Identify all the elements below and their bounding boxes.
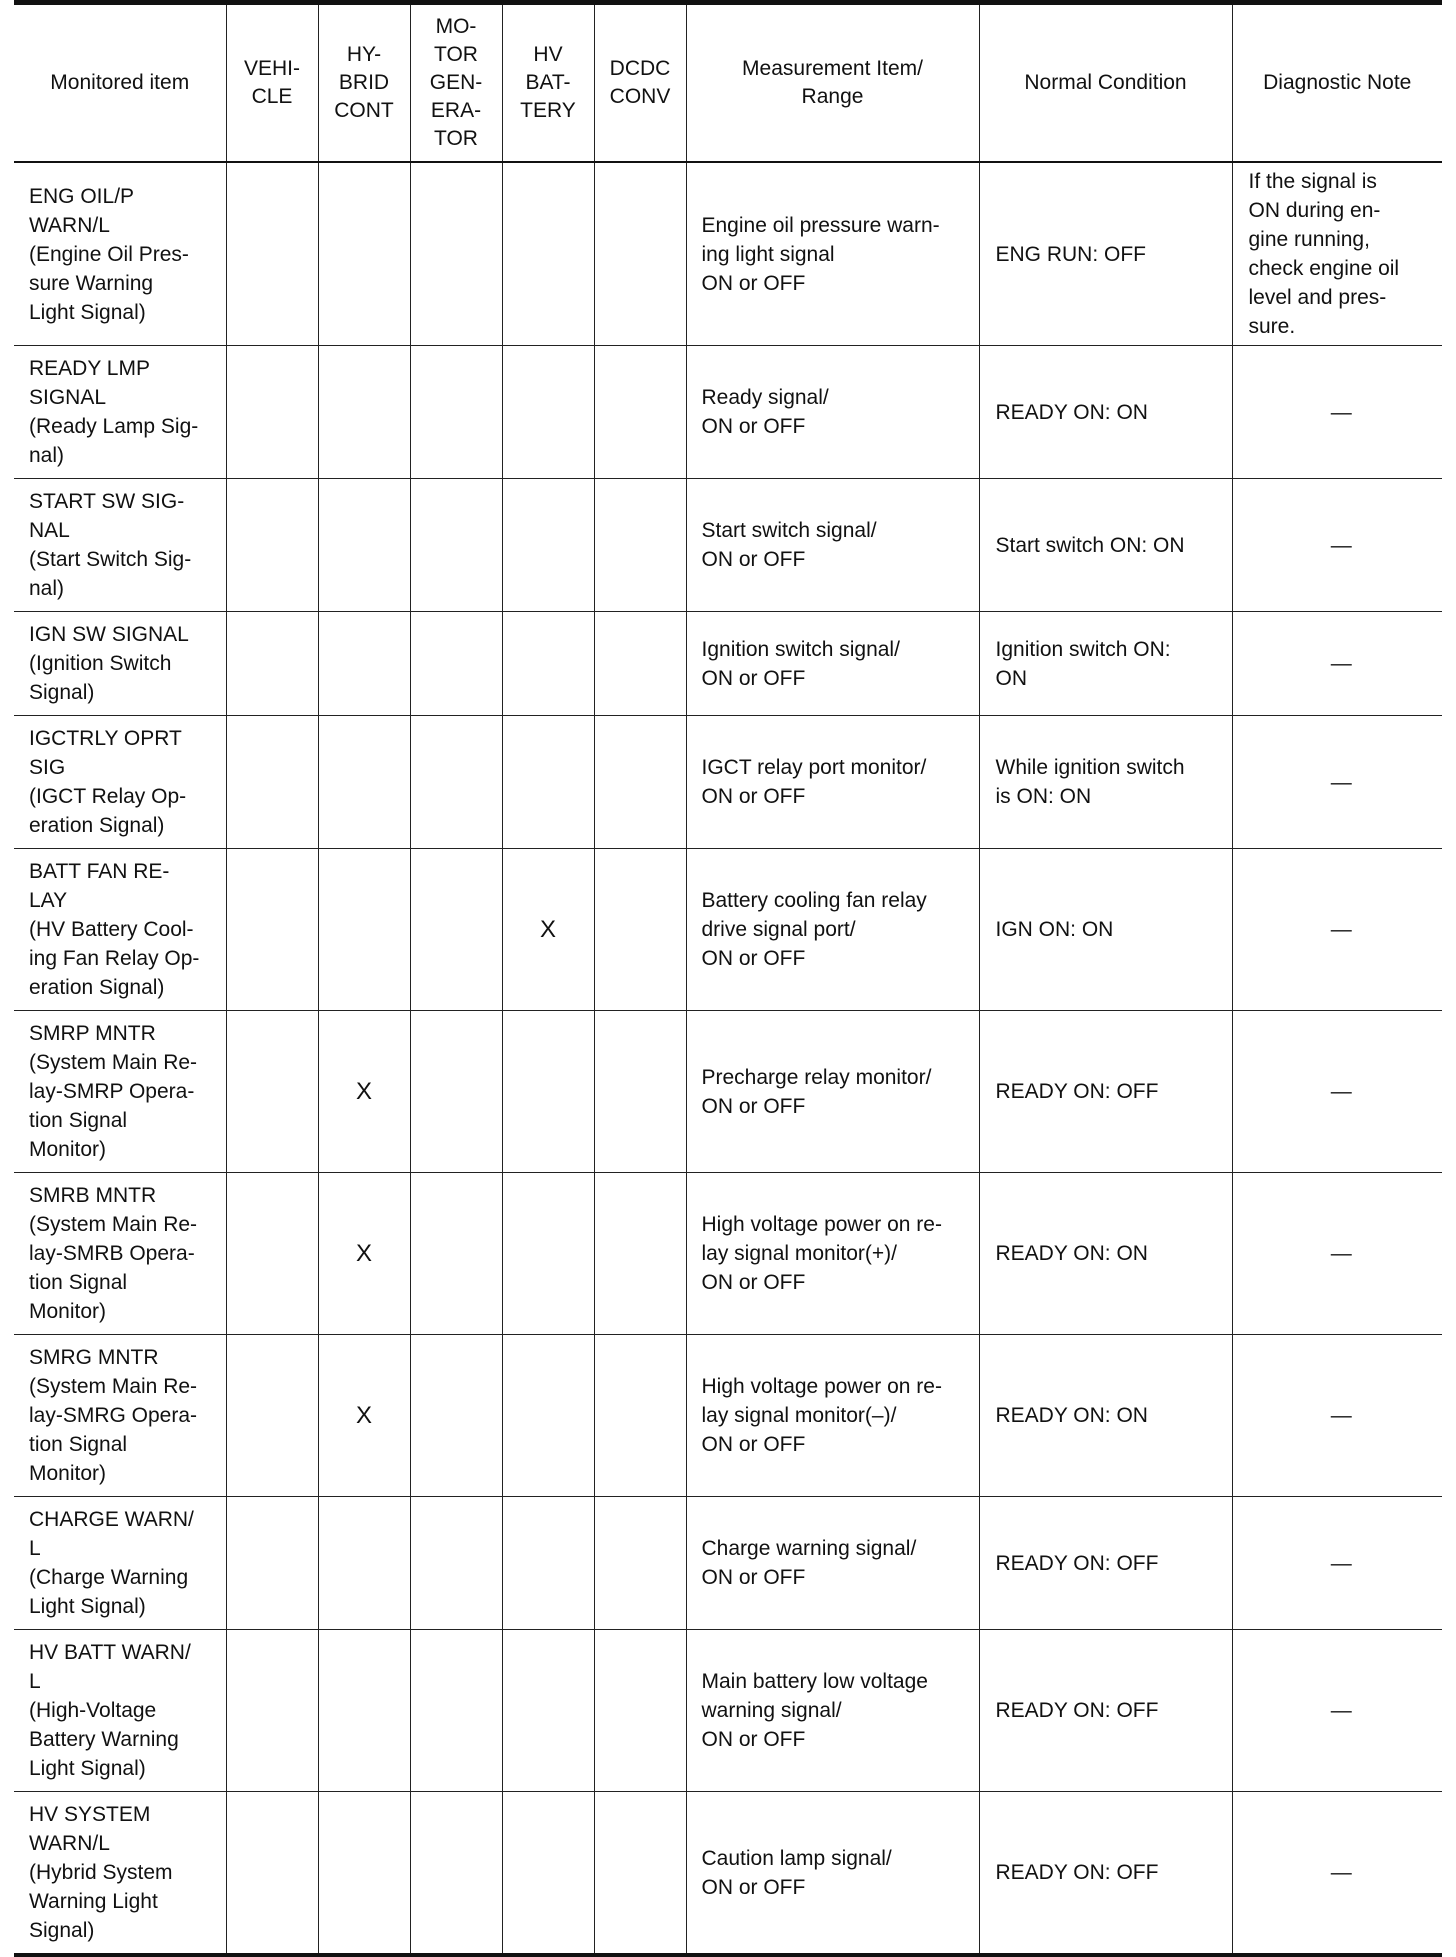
vehicle-flag-cell (226, 1497, 318, 1630)
diagnostic-note-cell: — (1232, 612, 1442, 716)
diagnostic-note-cell: If the signal is ON during en- gine running, check engine oil level and pres- sure. (1232, 162, 1442, 346)
hybrid-cont-flag-cell (318, 716, 410, 849)
motor-generator-flag-cell (410, 716, 502, 849)
monitored-item-cell: START SW SIG- NAL (Start Switch Sig- nal) (14, 479, 226, 612)
normal-condition-cell: IGN ON: ON (979, 849, 1232, 1011)
header-hv-battery: HV BAT- TERY (502, 3, 594, 163)
monitored-item-cell: CHARGE WARN/ L (Charge Warning Light Signal) (14, 1497, 226, 1630)
diagnostic-note-cell: — (1232, 1630, 1442, 1792)
table-row (14, 162, 1442, 346)
vehicle-flag-cell (226, 1011, 318, 1173)
vehicle-flag-cell (226, 612, 318, 716)
dcdc-conv-flag-cell (594, 1335, 686, 1497)
monitored-item-cell: ENG OIL/P WARN/L (Engine Oil Pres- sure Warning Light Signal) (14, 162, 226, 346)
header-hybrid-cont: HY- BRID CONT (318, 3, 410, 163)
header-diagnostic-note: Diagnostic Note (1232, 3, 1442, 163)
motor-generator-flag-cell (410, 1497, 502, 1630)
hv-battery-flag-cell (502, 1335, 594, 1497)
dcdc-conv-flag-cell (594, 1011, 686, 1173)
normal-condition-cell: READY ON: OFF (979, 1011, 1232, 1173)
measurement-item-cell: Ready signal/ ON or OFF (686, 346, 979, 479)
hv-battery-flag-cell (502, 1792, 594, 1956)
hybrid-cont-flag-cell (318, 162, 410, 346)
hv-battery-flag-cell (502, 612, 594, 716)
vehicle-flag-cell (226, 716, 318, 849)
hybrid-cont-flag-cell (318, 1630, 410, 1792)
hv-battery-flag-cell (502, 1173, 594, 1335)
motor-generator-flag-cell (410, 849, 502, 1011)
measurement-item-cell: Start switch signal/ ON or OFF (686, 479, 979, 612)
hybrid-cont-flag-cell (318, 1497, 410, 1630)
header-dcdc-conv: DCDC CONV (594, 3, 686, 163)
hv-battery-flag-cell: X (502, 849, 594, 1011)
monitored-item-cell: SMRG MNTR (System Main Re- lay-SMRG Opera- tion Signal Monitor) (14, 1335, 226, 1497)
vehicle-flag-cell (226, 849, 318, 1011)
hybrid-cont-flag-cell: X (318, 1173, 410, 1335)
table-row (14, 479, 1442, 612)
hybrid-cont-flag-cell (318, 346, 410, 479)
normal-condition-cell: READY ON: OFF (979, 1630, 1232, 1792)
measurement-item-cell: IGCT relay port monitor/ ON or OFF (686, 716, 979, 849)
table-row (14, 1011, 1442, 1173)
dcdc-conv-flag-cell (594, 1173, 686, 1335)
header-measurement-item: Measurement Item/ Range (686, 3, 979, 163)
vehicle-flag-cell (226, 1173, 318, 1335)
data-monitor-table (14, 0, 1442, 1957)
monitored-item-cell: SMRB MNTR (System Main Re- lay-SMRB Opera- tion Signal Monitor) (14, 1173, 226, 1335)
motor-generator-flag-cell (410, 162, 502, 346)
motor-generator-flag-cell (410, 612, 502, 716)
dcdc-conv-flag-cell (594, 849, 686, 1011)
measurement-item-cell: Precharge relay monitor/ ON or OFF (686, 1011, 979, 1173)
hv-battery-flag-cell (502, 479, 594, 612)
header-vehicle: VEHI- CLE (226, 3, 318, 163)
motor-generator-flag-cell (410, 1335, 502, 1497)
measurement-item-cell: Battery cooling fan relay drive signal port/ ON or OFF (686, 849, 979, 1011)
diagnostic-note-cell: — (1232, 849, 1442, 1011)
normal-condition-cell: Start switch ON: ON (979, 479, 1232, 612)
measurement-item-cell: Ignition switch signal/ ON or OFF (686, 612, 979, 716)
monitored-item-cell: IGN SW SIGNAL (Ignition Switch Signal) (14, 612, 226, 716)
hybrid-cont-flag-cell (318, 1792, 410, 1956)
table-row (14, 1792, 1442, 1956)
dcdc-conv-flag-cell (594, 1630, 686, 1792)
dcdc-conv-flag-cell (594, 479, 686, 612)
table-row (14, 1497, 1442, 1630)
motor-generator-flag-cell (410, 1792, 502, 1956)
diagnostic-note-cell: — (1232, 1335, 1442, 1497)
motor-generator-flag-cell (410, 1011, 502, 1173)
hybrid-cont-flag-cell: X (318, 1335, 410, 1497)
normal-condition-cell: READY ON: OFF (979, 1792, 1232, 1956)
dcdc-conv-flag-cell (594, 612, 686, 716)
hybrid-cont-flag-cell (318, 612, 410, 716)
dcdc-conv-flag-cell (594, 1497, 686, 1630)
measurement-item-cell: High voltage power on re- lay signal monitor(+)/ ON or OFF (686, 1173, 979, 1335)
hybrid-cont-flag-cell (318, 849, 410, 1011)
normal-condition-cell: READY ON: OFF (979, 1497, 1232, 1630)
monitored-item-cell: IGCTRLY OPRT SIG (IGCT Relay Op- eration Signal) (14, 716, 226, 849)
table-header-row (14, 3, 1442, 163)
table-row (14, 612, 1442, 716)
vehicle-flag-cell (226, 1335, 318, 1497)
vehicle-flag-cell (226, 346, 318, 479)
table-row (14, 1335, 1442, 1497)
monitored-item-cell: HV BATT WARN/ L (High-Voltage Battery Warning Light Signal) (14, 1630, 226, 1792)
measurement-item-cell: Charge warning signal/ ON or OFF (686, 1497, 979, 1630)
vehicle-flag-cell (226, 1792, 318, 1956)
monitored-item-cell: HV SYSTEM WARN/L (Hybrid System Warning Light Signal) (14, 1792, 226, 1956)
hv-battery-flag-cell (502, 162, 594, 346)
motor-generator-flag-cell (410, 479, 502, 612)
header-monitored-item: Monitored item (14, 3, 226, 163)
hybrid-cont-flag-cell: X (318, 1011, 410, 1173)
normal-condition-cell: READY ON: ON (979, 1173, 1232, 1335)
dcdc-conv-flag-cell (594, 716, 686, 849)
normal-condition-cell: READY ON: ON (979, 346, 1232, 479)
header-normal-condition: Normal Condition (979, 3, 1232, 163)
normal-condition-cell: Ignition switch ON: ON (979, 612, 1232, 716)
diagnostic-note-cell: — (1232, 479, 1442, 612)
dcdc-conv-flag-cell (594, 346, 686, 479)
monitored-item-cell: BATT FAN RE- LAY (HV Battery Cool- ing Fan Relay Op- eration Signal) (14, 849, 226, 1011)
diagnostic-note-cell: — (1232, 346, 1442, 479)
monitored-item-cell: SMRP MNTR (System Main Re- lay-SMRP Opera- tion Signal Monitor) (14, 1011, 226, 1173)
hybrid-cont-flag-cell (318, 479, 410, 612)
measurement-item-cell: Caution lamp signal/ ON or OFF (686, 1792, 979, 1956)
dcdc-conv-flag-cell (594, 1792, 686, 1956)
normal-condition-cell: While ignition switch is ON: ON (979, 716, 1232, 849)
diagnostic-note-cell: — (1232, 1173, 1442, 1335)
hv-battery-flag-cell (502, 716, 594, 849)
hv-battery-flag-cell (502, 1011, 594, 1173)
header-motor-generator: MO- TOR GEN- ERA- TOR (410, 3, 502, 163)
vehicle-flag-cell (226, 162, 318, 346)
vehicle-flag-cell (226, 1630, 318, 1792)
dcdc-conv-flag-cell (594, 162, 686, 346)
table-row (14, 1173, 1442, 1335)
monitored-item-cell: READY LMP SIGNAL (Ready Lamp Sig- nal) (14, 346, 226, 479)
normal-condition-cell: ENG RUN: OFF (979, 162, 1232, 346)
hv-battery-flag-cell (502, 1497, 594, 1630)
table-row (14, 716, 1442, 849)
motor-generator-flag-cell (410, 346, 502, 479)
table-row (14, 849, 1442, 1011)
hv-battery-flag-cell (502, 346, 594, 479)
diagnostic-note-cell: — (1232, 1011, 1442, 1173)
motor-generator-flag-cell (410, 1630, 502, 1792)
table-row (14, 346, 1442, 479)
diagnostic-note-cell: — (1232, 1792, 1442, 1956)
measurement-item-cell: Main battery low voltage warning signal/ ON or OFF (686, 1630, 979, 1792)
diagnostic-note-cell: — (1232, 1497, 1442, 1630)
normal-condition-cell: READY ON: ON (979, 1335, 1232, 1497)
diagnostic-note-cell: — (1232, 716, 1442, 849)
measurement-item-cell: Engine oil pressure warn- ing light signal ON or OFF (686, 162, 979, 346)
monitor-table-container (14, 0, 1442, 1950)
vehicle-flag-cell (226, 479, 318, 612)
hv-battery-flag-cell (502, 1630, 594, 1792)
motor-generator-flag-cell (410, 1173, 502, 1335)
table-row (14, 1630, 1442, 1792)
measurement-item-cell: High voltage power on re- lay signal monitor(–)/ ON or OFF (686, 1335, 979, 1497)
